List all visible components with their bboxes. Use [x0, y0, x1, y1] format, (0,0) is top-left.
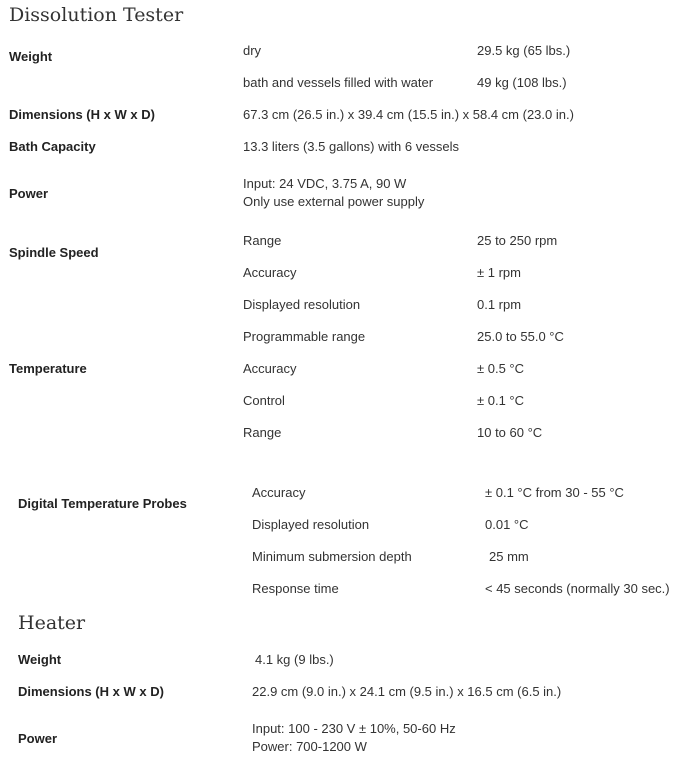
dissolution-tester-title: Dissolution Tester [9, 4, 184, 26]
probe-response-value: < 45 seconds (normally 30 sec.) [485, 581, 670, 596]
heater-title: Heater [18, 612, 86, 634]
spindle-accuracy-key: Accuracy [243, 265, 297, 280]
spindle-resolution-value: 0.1 rpm [477, 297, 522, 312]
temp-accuracy-key: Accuracy [243, 361, 297, 376]
weight-dry-label: dry [243, 43, 262, 58]
temp-range-key: Range [243, 425, 282, 440]
weight-filled-label: bath and vessels filled with water [243, 75, 434, 90]
probe-resolution-key: Displayed resolution [252, 517, 370, 532]
temp-control-value: ± 0.1 °C [477, 393, 525, 408]
dimensions-value: 67.3 cm (26.5 in.) x 39.4 cm (15.5 in.) x 58.4 cm (23.0 in.) [243, 107, 574, 122]
spindle-range-value: 25 to 250 rpm [477, 233, 558, 248]
weight-filled-value: 49 kg (108 lbs.) [477, 75, 567, 90]
probe-depth-key: Minimum submersion depth [252, 549, 412, 564]
dimensions-label: Dimensions (H x W x D) [9, 107, 155, 122]
spindle-accuracy-value: ± 1 rpm [477, 265, 521, 280]
weight-dry-value: 29.5 kg (65 lbs.) [477, 43, 571, 58]
heater-dimensions-value: 22.9 cm (9.0 in.) x 24.1 cm (9.5 in.) x 16.5 cm (6.5 in.) [252, 684, 562, 699]
probe-resolution-value: 0.01 °C [485, 517, 529, 532]
spindle-resolution-key: Displayed resolution [243, 297, 361, 312]
temperature-label: Temperature [9, 361, 87, 376]
probe-accuracy-value: ± 0.1 °C from 30 - 55 °C [485, 485, 624, 500]
weight-label: Weight [9, 49, 53, 64]
probe-accuracy-key: Accuracy [252, 485, 306, 500]
spindle-range-key: Range [243, 233, 282, 248]
heater-dimensions-label: Dimensions (H x W x D) [18, 684, 164, 699]
temp-range-value: 10 to 60 °C [477, 425, 543, 440]
heater-power-input-line: Input: 100 - 230 V ± 10%, 50-60 Hz [252, 721, 456, 736]
bath-capacity-value: 13.3 liters (3.5 gallons) with 6 vessels [243, 139, 460, 154]
heater-power-value [252, 720, 456, 756]
temp-programmable-key: Programmable range [243, 329, 366, 344]
bath-capacity-label: Bath Capacity [9, 139, 96, 154]
power-supply-note: Only use external power supply [243, 194, 425, 209]
power-label: Power [9, 186, 49, 201]
temp-programmable-value: 25.0 to 55.0 °C [477, 329, 564, 344]
power-value [243, 175, 424, 211]
heater-weight-value: 4.1 kg (9 lbs.) [255, 652, 334, 667]
heater-power-rating-line: Power: 700-1200 W [252, 739, 367, 754]
power-input-line: Input: 24 VDC, 3.75 A, 90 W [243, 176, 407, 191]
probe-depth-value: 25 mm [489, 549, 529, 564]
temp-accuracy-value: ± 0.5 °C [477, 361, 525, 376]
spindle-speed-label: Spindle Speed [9, 245, 99, 260]
heater-power-label: Power [18, 731, 58, 746]
probe-response-key: Response time [252, 581, 339, 596]
heater-weight-label: Weight [18, 652, 62, 667]
temp-control-key: Control [243, 393, 285, 408]
probes-label: Digital Temperature Probes [18, 496, 187, 511]
